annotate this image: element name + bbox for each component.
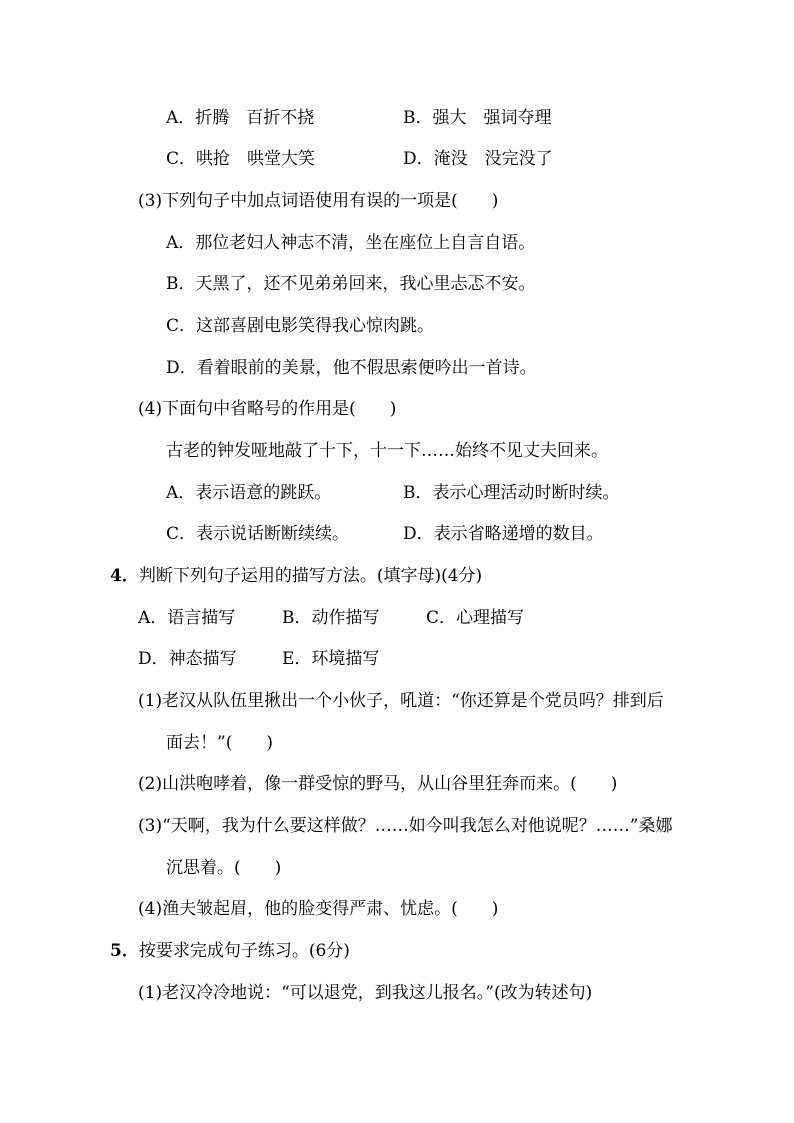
q3-stem: (3)下列句子中加点词语使用有误的一项是( ) <box>138 191 499 211</box>
q3-option-a: A．那位老妇人神志不清，坐在座位上自言自语。 <box>166 233 536 253</box>
q4-choice-d: D．神态描写 <box>138 649 237 669</box>
q2-option-c: C．哄抢 哄堂大笑 <box>166 149 316 169</box>
q4sub-option-c: C．表示说话断断续续。 <box>166 524 350 544</box>
q4sub-sentence: 古老的钟发哑地敲了十下，十一下……始终不见丈夫回来。 <box>166 441 608 461</box>
question-4-heading <box>110 564 482 588</box>
q2-option-d: D．淹没 没完没了 <box>403 149 553 169</box>
q4-item-3-line-2: 沉思着。( ) <box>166 858 282 878</box>
question-5-number: 5． <box>110 941 139 961</box>
question-4-number: 4． <box>110 566 139 586</box>
q3-option-c: C．这部喜剧电影笑得我心惊肉跳。 <box>166 316 435 336</box>
q5-item-1: (1)老汉冷冷地说：“可以退党，到我这儿报名。”(改为转述句) <box>138 983 593 1003</box>
question-4-text: 判断下列句子运用的描写方法。(填字母)(4分) <box>138 566 483 586</box>
q4sub-option-a: A．表示语意的跳跃。 <box>166 483 332 503</box>
question-5-heading <box>110 939 350 963</box>
q4-choice-a: A．语言描写 <box>138 608 236 628</box>
q4sub-option-d: D．表示省略递增的数目。 <box>403 524 604 544</box>
q2-option-b: B．强大 强词夺理 <box>403 108 552 128</box>
q4sub-option-b: B．表示心理活动时断时续。 <box>403 483 620 503</box>
q4-item-2: (2)山洪咆哮着，像一群受惊的野马，从山谷里狂奔而来。( ) <box>138 774 618 794</box>
q4sub-stem: (4)下面句中省略号的作用是( ) <box>138 399 397 419</box>
q4-choice-e: E．环境描写 <box>282 649 380 669</box>
q4-item-1-line-2: 面去！”( ) <box>166 733 273 753</box>
q3-option-b: B．天黑了，还不见弟弟回来，我心里忐忑不安。 <box>166 274 536 294</box>
q4-item-3-line-1: (3)“天啊，我为什么要这样做？……如今叫我怎么对他说呢？……”桑娜 <box>138 816 673 836</box>
q3-option-d: D．看着眼前的美景，他不假思索便吟出一首诗。 <box>166 358 537 378</box>
question-5-text: 按要求完成句子练习。(6分) <box>138 941 350 961</box>
q2-option-a: A．折腾 百折不挠 <box>166 108 315 128</box>
q4-item-4: (4)渔夫皱起眉，他的脸变得严肃、忧虑。( ) <box>138 899 499 919</box>
q4-choice-c: C．心理描写 <box>426 608 525 628</box>
q4-item-1-line-1: (1)老汉从队伍里揪出一个小伙子，吼道：“你还算是个党员吗？排到后 <box>138 691 664 711</box>
q4-choice-b: B．动作描写 <box>282 608 380 628</box>
